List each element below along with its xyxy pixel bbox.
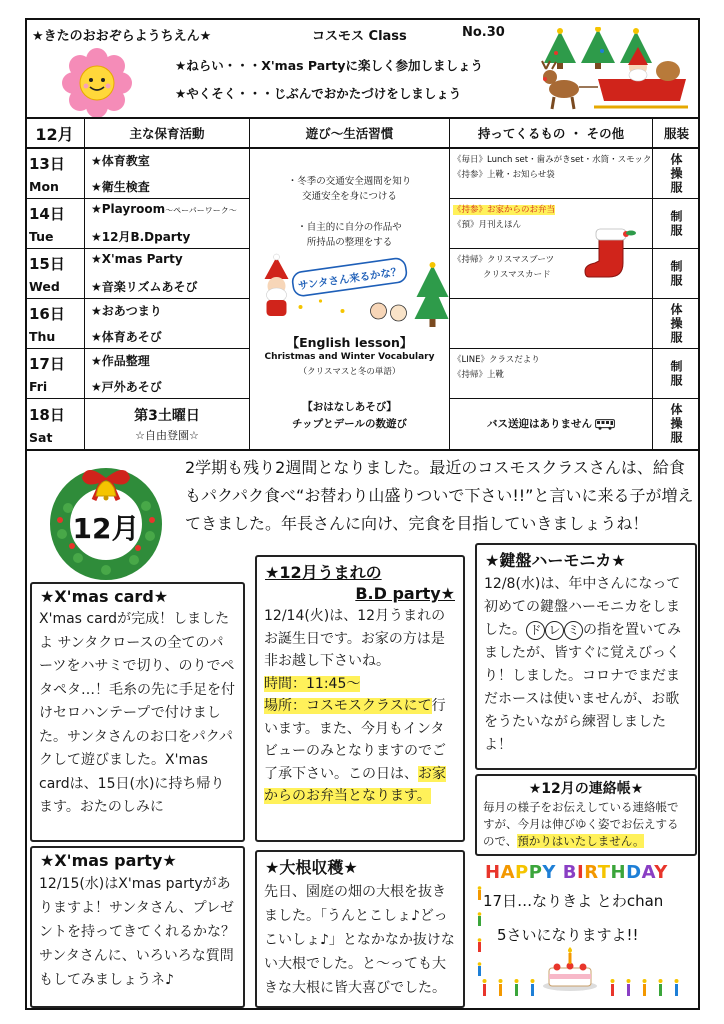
section-text: 12/15(水)はX'mas partyがありますよ！サンタさん、プレゼントを持ってきてくれるかな？サンタさんに、いろいろな質問もしてみましょうネ♪ [39,876,235,988]
clothes-cell [653,249,700,299]
english-lesson-japanese: （クリスマスと冬の単語） [298,367,401,377]
col-activity-header: 主な保育活動 [85,119,250,149]
day-number: 14日 [29,205,65,224]
activity-item: ★衛生検査 [91,180,150,194]
birthday-party-section [255,555,465,842]
activity-item: ★体育あそび [91,330,162,344]
wreath-month-label: 12月 [72,512,140,545]
clothes-cell [653,299,700,349]
bd-place: 場所：コスモスクラスにて [264,698,432,714]
activity-cell [85,149,250,199]
col-clothes-header: 服装 [653,119,700,149]
xmas-card-section [30,582,245,842]
aim-text: ★ねらい・・・X'mas Partyに楽しく参加しましょう [175,58,483,73]
day-cell [25,199,85,249]
weekday: Tue [29,228,54,244]
day-cell [25,349,85,399]
clothes-label: 制服 [669,209,683,238]
bring-cell [450,149,653,199]
day-number: 13日 [29,155,65,174]
birthday-child: 17日…なりきよ とわchan [483,892,664,910]
santa-sign-text: サンタさん来るかな？ [297,265,403,293]
bd-rest: 行います。また、今月もインタビューのみとなりますのでご了承下さい。この日は、 [264,698,446,782]
bring-item: クリスマスカード [483,270,551,280]
month-header: 12月 [25,119,85,149]
activity-item: ★音楽リズムあそび [91,280,198,294]
birthday-message: 5さいになりますよ!! [497,926,639,944]
day-number: 15日 [29,255,65,274]
section-title: ★X'mas party★ [40,851,177,870]
bring-item: 《持帰》上靴 [453,370,505,380]
section-text: X'mas cardが完成！しましたよ サンタクロースの全てのパーツをハサミで切り、のりでペタペタ…！毛糸の先に手足を付けセロハンテープで付けました。サンタさんのお口をパクパクして遊びました。X'mas cardは、15日(水)に持ち帰ります。おたのしみに [39,611,235,815]
clothes-cell [653,149,700,199]
no-bus-notice: バス送迎はありません [487,417,592,430]
play-goal: ・自主的に自分の作品や [297,222,402,233]
activity-item: ★12月B.Dparty [91,230,191,244]
santa-coming-illustration [250,253,449,329]
activity-item: 第3土曜日 [134,408,200,424]
renraku-text: 毎月の様子をお伝えしている連絡帳ですが、今月は伸びゆく姿でお伝えするので、 [483,800,679,848]
renraku-highlight: 預かりはいたしません。 [517,834,645,848]
day-cell [25,299,85,349]
kenban-text-before: 12/8(水)は、年中さんになって初めての鍵盤ハーモニカをしました。 [484,576,681,638]
school-name: ★きたのおおぞらようちえん★ [32,29,212,44]
activity-cell [85,199,250,249]
weekday: Wed [29,278,60,294]
birthday-title: HAPPY BIRTHDAY [485,862,668,883]
flower-icon [56,48,138,118]
clothes-cell [653,399,700,449]
bring-item: 《持帰》クリスマスブーツ [453,255,555,265]
issue-number: No.30 [462,25,505,40]
activity-cell [85,349,250,399]
schedule-table [25,117,700,451]
english-lesson-title: 【English lesson】 [286,335,413,350]
clothes-label: 制服 [669,359,683,388]
day-cell [25,249,85,299]
activity-sub: ～ペーパーワーク～ [165,206,237,215]
activity-item: ★作品整理 [91,354,150,368]
bd-lunch-note: お家からのお弁当となります。 [264,765,446,804]
play-goal: 交通安全を身につける [302,191,397,202]
day-number: 16日 [29,305,65,324]
daikon-harvest-section [255,850,465,1008]
bring-item: 《毎日》Lunch set・歯みがきset・水筒・スモック [453,155,652,165]
candles-border-icon [477,978,695,1000]
section-title: ★大根収穫★ [265,858,358,877]
play-goal: ・冬季の交通安全週間を知り [287,176,412,187]
weekday: Mon [29,178,59,194]
activity-item: ★おあつまり [91,304,162,318]
section-text: 先日、園庭の畑の大根を抜きました。「うんとこしょ♪どっこいしょ♪」となかなか抜けない大根でした。と～っても大きな大根に皆大喜びでした。 [264,884,455,996]
activity-item: ★X'mas Party [91,252,183,266]
clothes-cell [653,199,700,249]
activity-cell [85,249,250,299]
clothes-label: 体操服 [669,403,683,445]
bring-item [453,203,649,218]
day-number: 17日 [29,355,65,374]
play-habits-cell [250,149,450,449]
section-title: ★12月の連絡帳★ [528,781,644,797]
bring-cell [450,399,653,449]
note-re: レ [545,621,564,640]
section-title: B.D party★ [355,584,455,603]
bring-item: 《LINE》クラスだより [453,355,540,365]
bd-intro: 12/14(火)は、12月うまれのお誕生日です。お家の方は是非お越し下さいね。 [264,608,446,669]
weekday: Sat [29,429,53,445]
day-number: 18日 [29,405,65,424]
bus-icon [595,419,615,430]
clothes-label: 制服 [669,259,683,288]
bring-item: 《持参》上靴・お知らせ袋 [453,170,555,180]
clothes-label: 体操服 [669,302,683,345]
activity-cell [85,299,250,349]
clothes-cell [653,349,700,399]
christmas-boot-icon [583,225,639,281]
contact-book-section [475,774,697,856]
promise-text: ★やくそく・・・じぶんでおかたづけをしましょう [175,86,462,101]
play-goal: 所持品の整理をする [306,237,393,248]
note-do: ド [526,621,545,640]
bring-cell [450,349,653,399]
class-name: コスモス Class [312,29,407,44]
section-text [257,605,463,808]
happy-birthday-section [475,860,697,1002]
day-cell [25,399,85,449]
activity-main: ★Playroom [91,202,166,216]
section-text [477,799,695,850]
clothes-label: 体操服 [669,152,683,195]
christmas-trees-santa-sleigh-icon [538,27,696,113]
wreath-icon [38,458,174,582]
note-mi: ミ [564,621,583,640]
section-title: ★X'mas card★ [40,587,169,606]
day-cell [25,149,85,199]
story-play-title: 【おはなしあそび】 [302,401,397,413]
activity-item: ★体育教室 [91,154,150,168]
weekday: Thu [29,328,56,344]
section-text [477,573,695,757]
col-bring-header: 持ってくるもの ・ その他 [450,119,653,149]
bring-cell-empty [450,299,653,349]
bring-item: 《預》月刊えほん [453,220,522,230]
weekday: Fri [29,378,48,394]
col-play-header: 遊び～生活習慣 [250,119,450,149]
kenban-text-after: の指を置いてみましたが、皆すぐに覚えびっくり！しました。コロナでまだまだホースは使いませんが、お歌をうたいながら練習しましたよ！ [484,622,681,753]
xmas-party-section [30,846,245,1008]
bd-time: 時間：11:45～ [264,675,361,692]
intro-message: 2学期も残り2週間となりました。最近のコスモスクラスさんは、給食もパクパク食べ“お替わり山盛りついで下さい!!”と言いに来る子が増えてきました。年長さんに向け、完食を目指していきましょうね！ [185,458,694,533]
section-title: ★鍵盤ハーモニカ★ [485,551,626,570]
story-play-subtitle: チップとデールの数遊び [292,418,407,430]
activity-item: ★戸外あそび [91,380,162,394]
bring-highlight: 《持参》お家からのお弁当 [453,205,556,215]
activity-item: ☆自由登園☆ [135,429,199,442]
english-lesson-subtitle: Christmas and Winter Vocabulary [264,352,435,362]
candles-side-icon [475,886,485,978]
keyboard-harmonica-section [475,543,697,770]
section-title: ★12月うまれの [265,563,382,582]
activity-cell [85,399,250,449]
activity-item [91,202,243,216]
